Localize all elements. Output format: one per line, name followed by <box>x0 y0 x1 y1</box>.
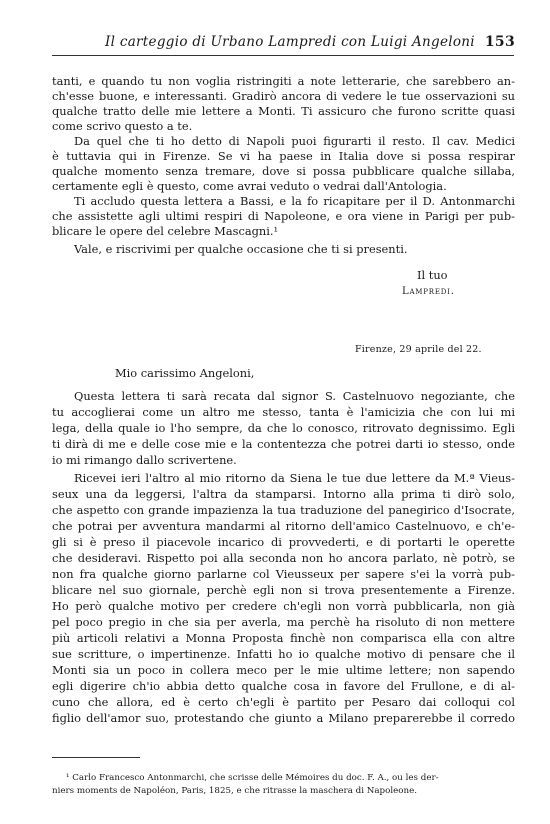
letter2-line: che potrai per avventura mandarmi al ritorno dell'amico Castelnuovo, e ch'e- <box>52 519 515 533</box>
letter2-line: cuno che allora, ed è certo ch'egli è partito per Pesaro dai colloqui col <box>52 695 515 709</box>
letter1-line: qualche tratto delle mie lettere a Monti. Ti assicuro che furono scritte quasi <box>52 104 515 118</box>
letter1-line: Ti accludo questa lettera a Bassi, e la fo ricapitare per il D. Antonmarchi <box>74 194 515 208</box>
letter1-line: tanti, e quando tu non voglia ristringiti a note letterarie, che sarebbero an- <box>52 74 515 88</box>
letter1-line: qualche momento senza tremare, dove si possa pubblicare qualche sillaba, <box>52 164 515 178</box>
letter2-line: più articoli relativi a Monna Proposta finchè non comparisca ella con altre <box>52 631 515 645</box>
letter2-line: seux una da leggersi, l'altra da stamparsi. Intorno alla prima ti dirò solo, <box>52 487 515 501</box>
letter2-line: figlio dell'amor suo, protestando che giunto a Milano preparerebbe il corredo <box>52 711 515 725</box>
letter2-line: Questa lettera ti sarà recata dal signor S. Castelnuovo negoziante, che <box>74 389 515 403</box>
letter2-line: pel poco pregio in che sia per averla, ma perchè ha risoluto di non mettere <box>52 615 515 629</box>
letter2-line: io mi rimango dallo scrivertene. <box>52 453 237 467</box>
letter-salutation: Mio carissimo Angeloni, <box>115 366 255 380</box>
letter1-line: che assistette agli ultimi respiri di Napoleone, e ora viene in Parigi per pub- <box>52 209 515 223</box>
letter2-line: gli si è preso il piacevole incarico di provvederti, e di portarti le operette <box>52 535 515 549</box>
letter2-line: tu accoglierai come un altro me stesso, tanta è l'amicizia che con lui mi <box>52 405 515 419</box>
letter1-line: certamente egli è questo, come avrai veduto o vedrai dall'Antologia. <box>52 179 447 193</box>
letter1-line: è tuttavia qui in Firenze. Se vi ha paese in Italia dove si possa respirar <box>52 149 515 163</box>
letter2-line: sue scritture, o impertinenze. Infatti ho io qualche motivo di pensare che il <box>52 647 515 661</box>
letter2-line: Ho però qualche motivo per credere ch'egli non vorrà pubblicarla, non già <box>52 599 515 613</box>
letter-date: Firenze, 29 aprile del 22. <box>355 344 482 355</box>
footnote-rule <box>52 757 140 758</box>
running-head <box>95 34 515 54</box>
letter2-line: che aspetto con grande impazienza la tua traduzione del panegirico d'Isocrate, <box>52 503 515 517</box>
header-rule <box>52 55 514 56</box>
letter1-line: ch'esse buone, e interessanti. Gradirò ancora di vedere le tue osservazioni su <box>52 89 515 103</box>
letter2-line: Ricevei ieri l'altro al mio ritorno da Siena le tue due lettere da M.ª Vieus- <box>74 471 515 485</box>
running-head-title: Il carteggio di Urbano Lampredi con Luigi Angeloni <box>105 34 475 50</box>
letter2-line: Monti sia un poco in collera meco per le mie ultime lettere; non sapendo <box>52 663 515 677</box>
signature-closing: Il tuo <box>417 268 448 282</box>
footnote-line: niers moments de Napoléon, Paris, 1825, e che ritrasse la maschera di Napoleone. <box>52 786 417 796</box>
letter1-line: Vale, e riscrivimi per qualche occasione che ti si presenti. <box>74 242 408 256</box>
letter2-line: non fra qualche giorno parlarne col Vieusseux per sapere s'ei la vorrà pub- <box>52 567 515 581</box>
letter2-line: che desideravi. Rispetto poi alla seconda non ho ancora parlato, nè potrò, se <box>52 551 515 565</box>
letter1-line: Da quel che ti ho detto di Napoli puoi figurarti il resto. Il cav. Medici <box>74 134 515 148</box>
signature-name: Lampredi. <box>402 286 455 297</box>
letter1-line: blicare le opere del celebre Mascagni.¹ <box>52 224 279 238</box>
footnote-line: ¹ Carlo Francesco Antonmarchi, che scrisse delle Mémoires du doc. F. A., ou les der- <box>66 773 439 783</box>
letter1-line: come scrivo questo a te. <box>52 119 193 133</box>
page-number: 153 <box>484 34 515 50</box>
letter2-line: egli digerire ch'io abbia detto qualche cosa in favore del Frullone, e di al- <box>52 679 515 693</box>
letter2-line: ti dirà di me e delle cose mie e la contentezza che potrei darti io stesso, onde <box>52 437 515 451</box>
letter2-line: blicare nel suo giornale, perchè egli non si trova presentemente a Firenze. <box>52 583 515 597</box>
letter2-line: lega, della quale io l'ho sempre, da che lo conosco, ritrovato degnissimo. Egli <box>52 421 515 435</box>
